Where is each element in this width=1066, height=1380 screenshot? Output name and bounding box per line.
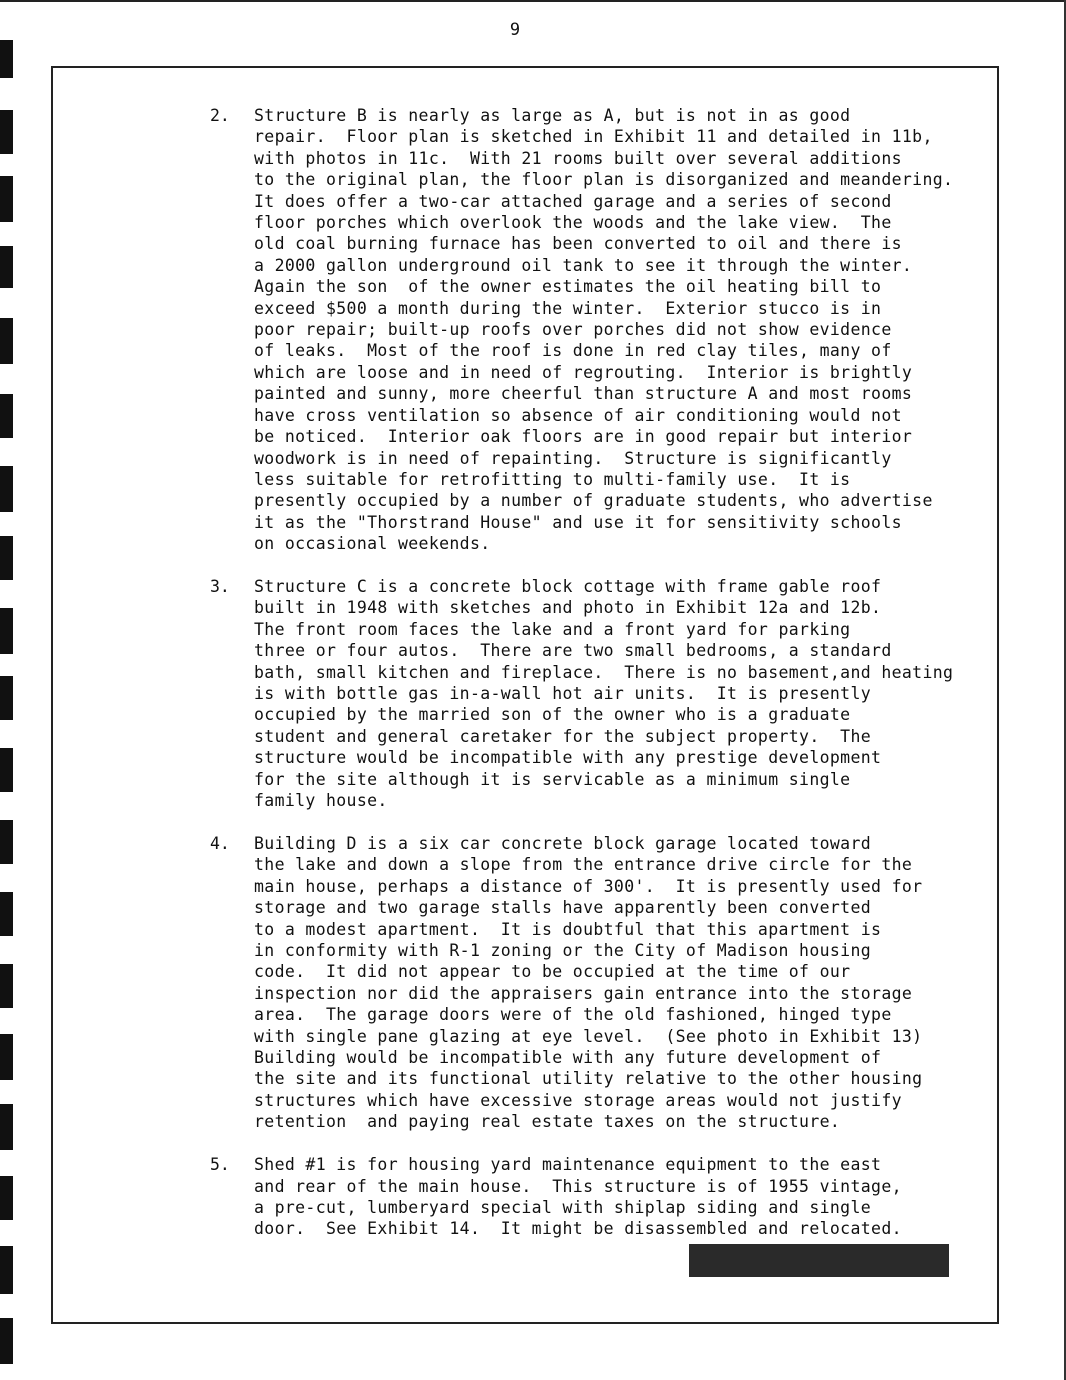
binder-hole-mark — [0, 1104, 13, 1150]
binder-hole-mark — [0, 394, 13, 438]
paragraph-line: occupied by the married son of the owner who is a graduate — [254, 705, 851, 725]
paragraph-line: inspection nor did the appraisers gain entrance into the storage — [254, 983, 913, 1003]
paragraph-line: bath, small kitchen and fireplace. There is no basement,and heating — [254, 662, 954, 682]
paragraph-line: Again the son of the owner estimates the oil heating bill to — [254, 277, 882, 297]
paragraph-line: exceed $500 a month during the winter. Exterior stucco is in — [254, 298, 882, 318]
paragraph-line: less suitable for retrofitting to multi-family use. It is — [254, 469, 851, 489]
binder-hole-mark — [0, 1318, 13, 1364]
document-body — [210, 105, 990, 1261]
paragraph-line: to the original plan, the floor plan is disorganized and meandering. — [254, 170, 954, 190]
binder-hole-mark — [0, 608, 13, 654]
paragraph-line: main house, perhaps a distance of 300'. It is presently used for — [254, 876, 923, 896]
paragraph-number: 4. — [210, 834, 230, 853]
paragraph-line: and rear of the main house. This structure is of 1955 vintage, — [254, 1176, 902, 1196]
paragraph-line: woodwork is in need of repainting. Structure is significantly — [254, 448, 892, 468]
paragraph-line: Structure B is nearly as large as A, but is not in as good — [254, 106, 851, 125]
paragraph-line: presently occupied by a number of graduate students, who advertise — [254, 491, 933, 511]
paragraph-line: with photos in 11c. With 21 rooms built over several additions — [254, 148, 902, 168]
paragraph-line: area. The garage doors were of the old fashioned, hinged type — [254, 1005, 892, 1025]
paragraph-number: 5. — [210, 1155, 230, 1175]
binder-hole-mark — [0, 246, 13, 288]
binder-hole-mark — [0, 40, 13, 78]
paragraph-line: which are loose and in need of regrouting. Interior is brightly — [254, 362, 913, 382]
paragraph-line: painted and sunny, more cheerful than structure A and most rooms — [254, 384, 913, 404]
binder-hole-mark — [0, 110, 13, 154]
paragraph-line: on occasional weekends. — [254, 534, 491, 554]
paragraph-line: Building would be incompatible with any future development of — [254, 1048, 882, 1068]
binder-hole-mark — [0, 176, 13, 222]
paragraph-line: be noticed. Interior oak floors are in good repair but interior — [254, 427, 913, 447]
binder-hole-mark — [0, 892, 13, 936]
paragraph-item — [210, 105, 990, 555]
paragraph-line: for the site although it is servicable as a minimum single — [254, 769, 851, 789]
binder-hole-mark — [0, 964, 13, 1008]
binder-hole-mark — [0, 1034, 13, 1080]
paragraph-line: poor repair; built-up roofs over porches did not show evidence — [254, 320, 892, 340]
paragraph-item — [210, 833, 990, 1133]
paragraph-line: structure would be incompatible with any prestige development — [254, 748, 882, 768]
paragraph-line: built in 1948 with sketches and photo in Exhibit 12a and 12b. — [254, 598, 882, 618]
paragraph-line: The front room faces the lake and a front yard for parking — [254, 619, 851, 639]
paragraph-number: 3. — [210, 577, 230, 597]
binder-hole-mark — [0, 466, 13, 512]
paragraph-line: of leaks. Most of the roof is done in red clay tiles, many of — [254, 341, 892, 361]
paragraph-line: repair. Floor plan is sketched in Exhibit 11 and detailed in 11b, — [254, 127, 933, 147]
binder-hole-mark — [0, 676, 13, 720]
paragraph-line: the lake and down a slope from the entrance drive circle for the — [254, 855, 913, 875]
paragraph-line: family house. — [254, 791, 388, 811]
paragraph-line: structures which have excessive storage areas would not justify — [254, 1090, 902, 1110]
paragraph-line: it as the "Thorstrand House" and use it for sensitivity schools — [254, 512, 902, 532]
paragraph-line: the site and its functional utility relative to the other housing — [254, 1069, 923, 1089]
paragraph-line: three or four autos. There are two small bedrooms, a standard — [254, 641, 892, 661]
paragraph-line: student and general caretaker for the subject property. The — [254, 726, 872, 746]
paragraph-line: a 2000 gallon underground oil tank to see it through the winter. — [254, 255, 913, 275]
paragraph-line: It does offer a two-car attached garage and a series of second — [254, 191, 892, 211]
paragraph-line: door. See Exhibit 14. It might be disassembled and relocated. — [254, 1219, 902, 1239]
paragraph-line: Shed #1 is for housing yard maintenance equipment to the east — [254, 1155, 882, 1175]
redaction-block — [689, 1244, 949, 1277]
paragraph-item — [210, 576, 990, 811]
paragraph-line: code. It did not appear to be occupied at the time of our — [254, 962, 851, 982]
page-number: 9 — [509, 20, 521, 40]
paragraph-line: retention and paying real estate taxes on the structure. — [254, 1112, 841, 1132]
binder-hole-mark — [0, 536, 13, 580]
binder-hole-mark — [0, 318, 13, 364]
paragraph-line: have cross ventilation so absence of air conditioning would not — [254, 405, 902, 425]
paragraph-line: storage and two garage stalls have apparently been converted — [254, 898, 872, 918]
paragraph-number: 2. — [210, 106, 230, 125]
paragraph-line: is with bottle gas in-a-wall hot air units. It is presently — [254, 684, 872, 704]
top-edge-rule — [0, 0, 1066, 2]
paragraph-line: floor porches which overlook the woods and the lake view. The — [254, 213, 892, 233]
paragraph-line: a pre-cut, lumberyard special with shiplap siding and single — [254, 1198, 872, 1217]
binder-hole-mark — [0, 820, 13, 864]
paragraph-line: to a modest apartment. It is doubtful that this apartment is — [254, 919, 882, 939]
binder-hole-mark — [0, 748, 13, 792]
paragraph-line: Structure C is a concrete block cottage with frame gable roof — [254, 577, 882, 597]
binder-hole-mark — [0, 1246, 13, 1294]
paragraph-item — [210, 1154, 990, 1240]
binder-hole-mark — [0, 1176, 13, 1220]
paragraph-line: Building D is a six car concrete block garage located toward — [254, 834, 872, 853]
paragraph-line: with single pane glazing at eye level. (See photo in Exhibit 13) — [254, 1026, 923, 1046]
paragraph-line: in conformity with R-1 zoning or the City of Madison housing — [254, 941, 872, 961]
paragraph-line: old coal burning furnace has been converted to oil and there is — [254, 234, 902, 254]
